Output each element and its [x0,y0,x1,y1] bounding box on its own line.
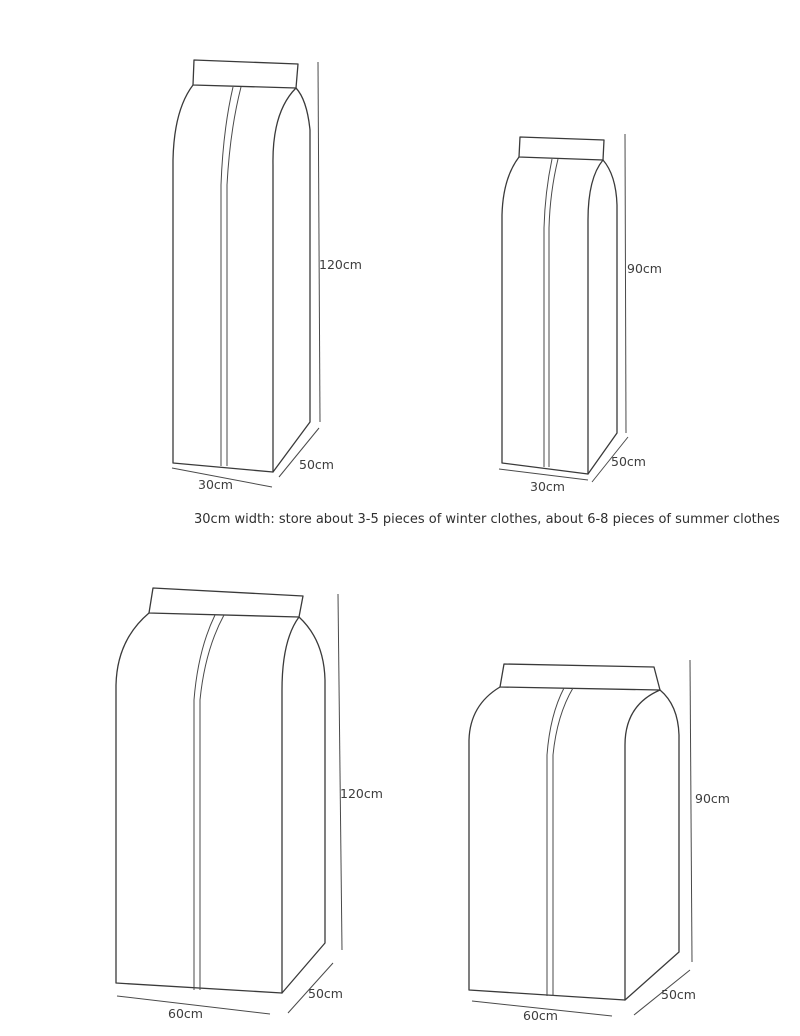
garment-bag-tall-narrow [172,60,362,492]
garment-bag-short-narrow [499,134,662,494]
garment-bag-tall-wide [116,588,383,1021]
depth-label: 50cm [611,454,646,469]
zipper-line [200,615,224,990]
height-label: 120cm [340,786,383,801]
garment-bag-short-wide [469,660,730,1023]
capacity-caption: 30cm width: store about 3-5 pieces of winter clothes, about 6-8 pieces of summer clothes [194,512,780,527]
bag-side [625,690,679,1000]
height-dimension-line [338,594,342,950]
bag-side [282,617,325,993]
depth-label: 50cm [308,986,343,1001]
bag-front [173,85,296,472]
width-label: 60cm [168,1006,203,1021]
zipper-line [549,159,558,467]
height-label: 90cm [627,261,662,276]
zipper-line [547,688,564,996]
hanger-top [193,60,298,88]
hanger-top [149,588,303,617]
depth-label: 50cm [661,987,696,1002]
bag-side [273,88,310,472]
height-dimension-line [690,660,692,962]
zipper-line [553,688,573,996]
hanger-top [500,664,660,690]
width-label: 30cm [530,479,565,494]
height-dimension-line [318,62,320,422]
bag-front [502,157,603,474]
bag-front [469,687,660,1000]
bag-side [588,160,617,474]
hanger-top [519,137,604,160]
zipper-line [227,87,241,466]
height-dimension-line [625,134,626,433]
width-label: 60cm [523,1008,558,1023]
height-label: 120cm [319,257,362,272]
width-label: 30cm [198,477,233,492]
depth-label: 50cm [299,457,334,472]
height-label: 90cm [695,791,730,806]
bag-front [116,613,299,993]
